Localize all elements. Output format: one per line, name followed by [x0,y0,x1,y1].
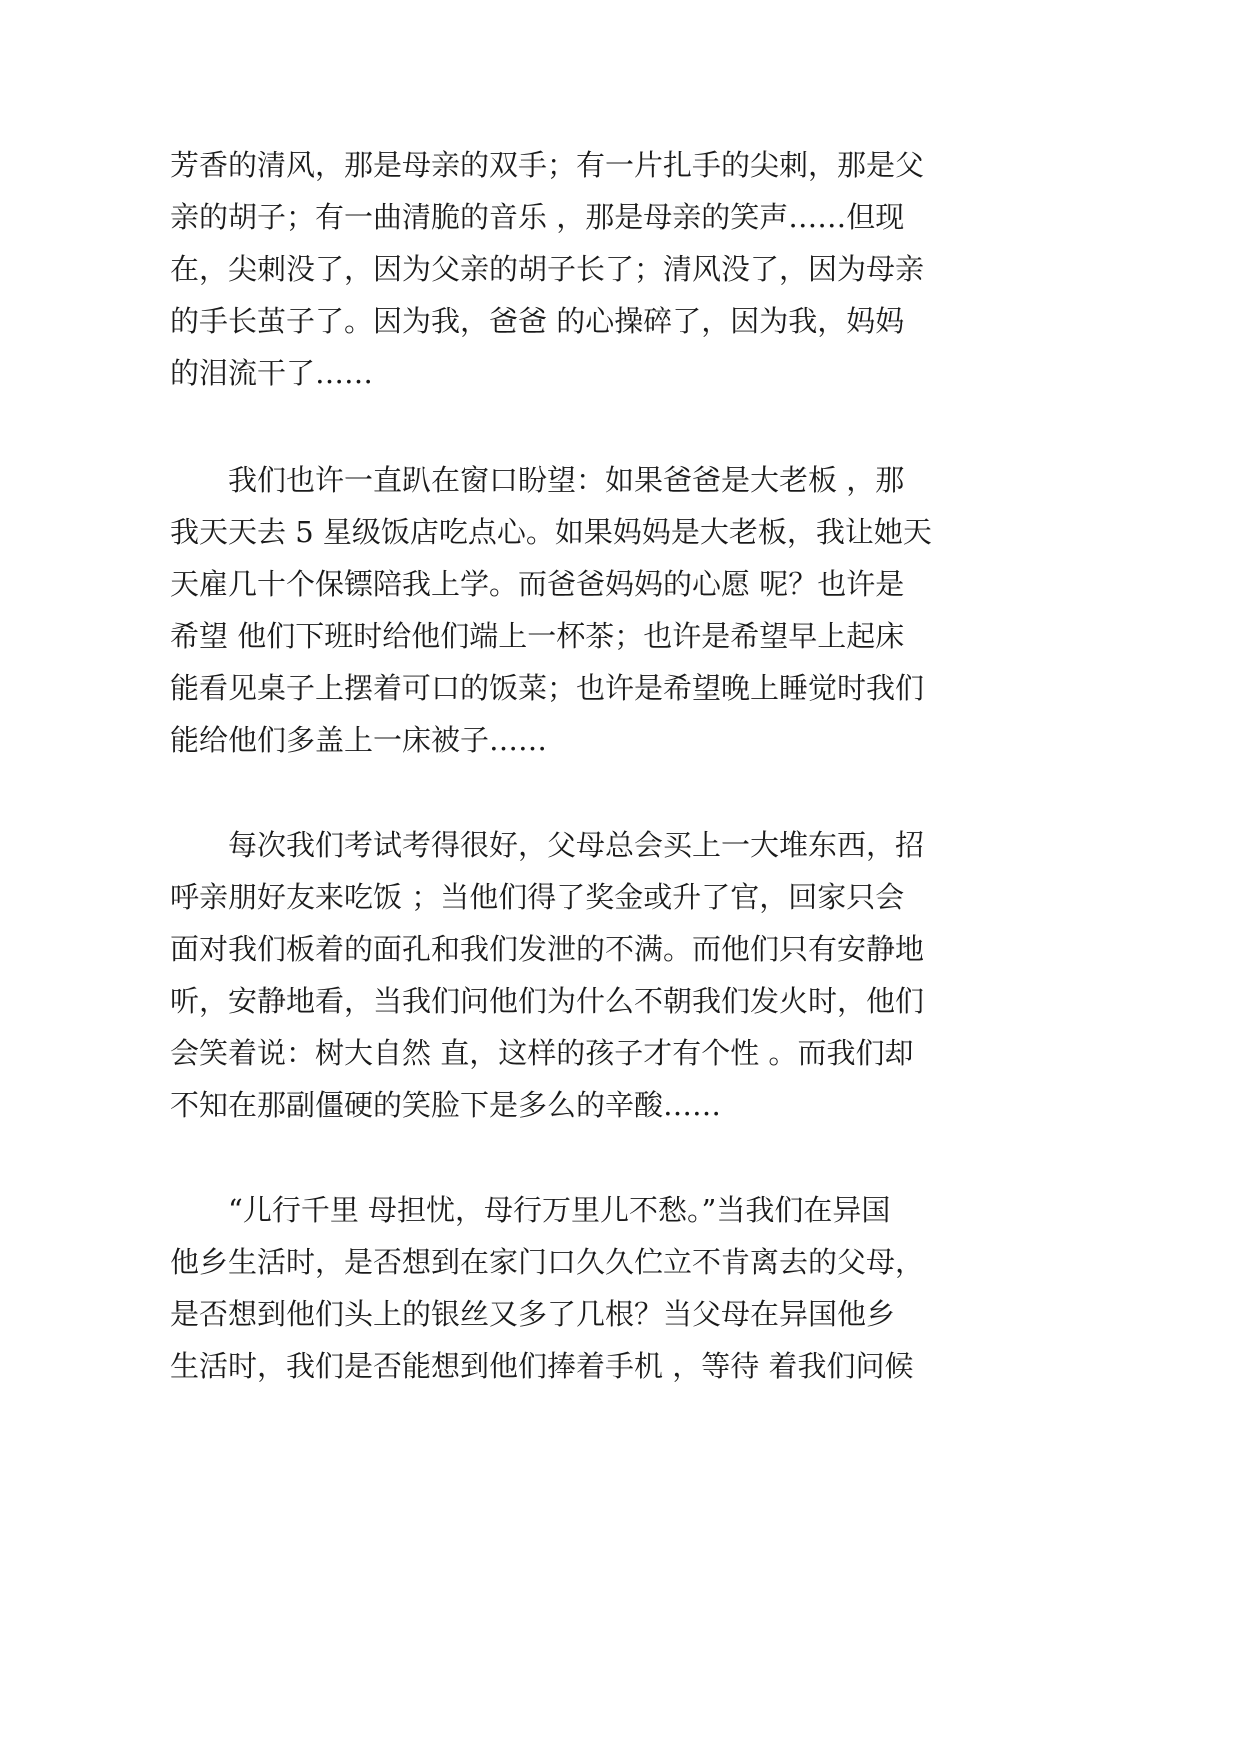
paragraph-2-line-5: 能看见桌子上摆着可口的饭菜；也许是希望晚上睡觉时我们 [170,671,925,705]
paragraph-1-line-1: 芳香的清风，那是母亲的双手；有一片扎手的尖刺，那是父 [170,148,925,182]
paragraph-2-line-6: 能给他们多盖上一床被子…… [170,723,548,757]
paragraph-1-line-5: 的泪流干了…… [170,356,374,390]
paragraph-2-line-3: 天雇几十个保镖陪我上学。而爸爸妈妈的心愿 呢？也许是 [170,567,905,601]
paragraph-3-line-5: 会笑着说：树大自然 直，这样的孩子才有个性 。而我们却 [170,1036,914,1070]
paragraph-4-line-2: 他乡生活时，是否想到在家门口久久伫立不肯离去的父母， [170,1245,925,1279]
paragraph-3-line-2: 呼亲朋好友来吃饭 ；当他们得了奖金或升了官，回家只会 [170,880,905,914]
paragraph-3-line-6: 不知在那副僵硬的笑脸下是多么的辛酸…… [170,1088,722,1122]
paragraph-3-line-4: 听，安静地看，当我们问他们为什么不朝我们发火时，他们 [170,984,925,1018]
paragraph-2-line-1: 我们也许一直趴在窗口盼望：如果爸爸是大老板 ，那 [228,463,905,497]
paragraph-1-line-2: 亲的胡子；有一曲清脆的音乐 ，那是母亲的笑声……但现 [170,200,905,234]
paragraph-4-line-1: “儿行千里 母担忧，母行万里儿不愁。”当我们在异国 [228,1193,891,1227]
paragraph-4-line-4: 生活时，我们是否能想到他们捧着手机 ，等待 着我们问候 [170,1349,914,1383]
paragraph-1-line-3: 在，尖刺没了，因为父亲的胡子长了；清风没了，因为母亲 [170,252,925,286]
paragraph-3-line-1: 每次我们考试考得很好，父母总会买上一大堆东西，招 [228,828,925,862]
paragraph-1-line-4: 的手长茧子了。因为我，爸爸 的心操碎了，因为我，妈妈 [170,304,905,338]
paragraph-3-line-3: 面对我们板着的面孔和我们发泄的不满。而他们只有安静地 [170,932,925,966]
paragraph-2-line-2: 我天天去 5 星级饭店吃点心。如果妈妈是大老板，我让她天 [170,515,932,549]
paragraph-2-line-4: 希望 他们下班时给他们端上一杯茶；也许是希望早上起床 [170,619,905,653]
paragraph-4-line-3: 是否想到他们头上的银丝又多了几根？当父母在异国他乡 [170,1297,896,1331]
